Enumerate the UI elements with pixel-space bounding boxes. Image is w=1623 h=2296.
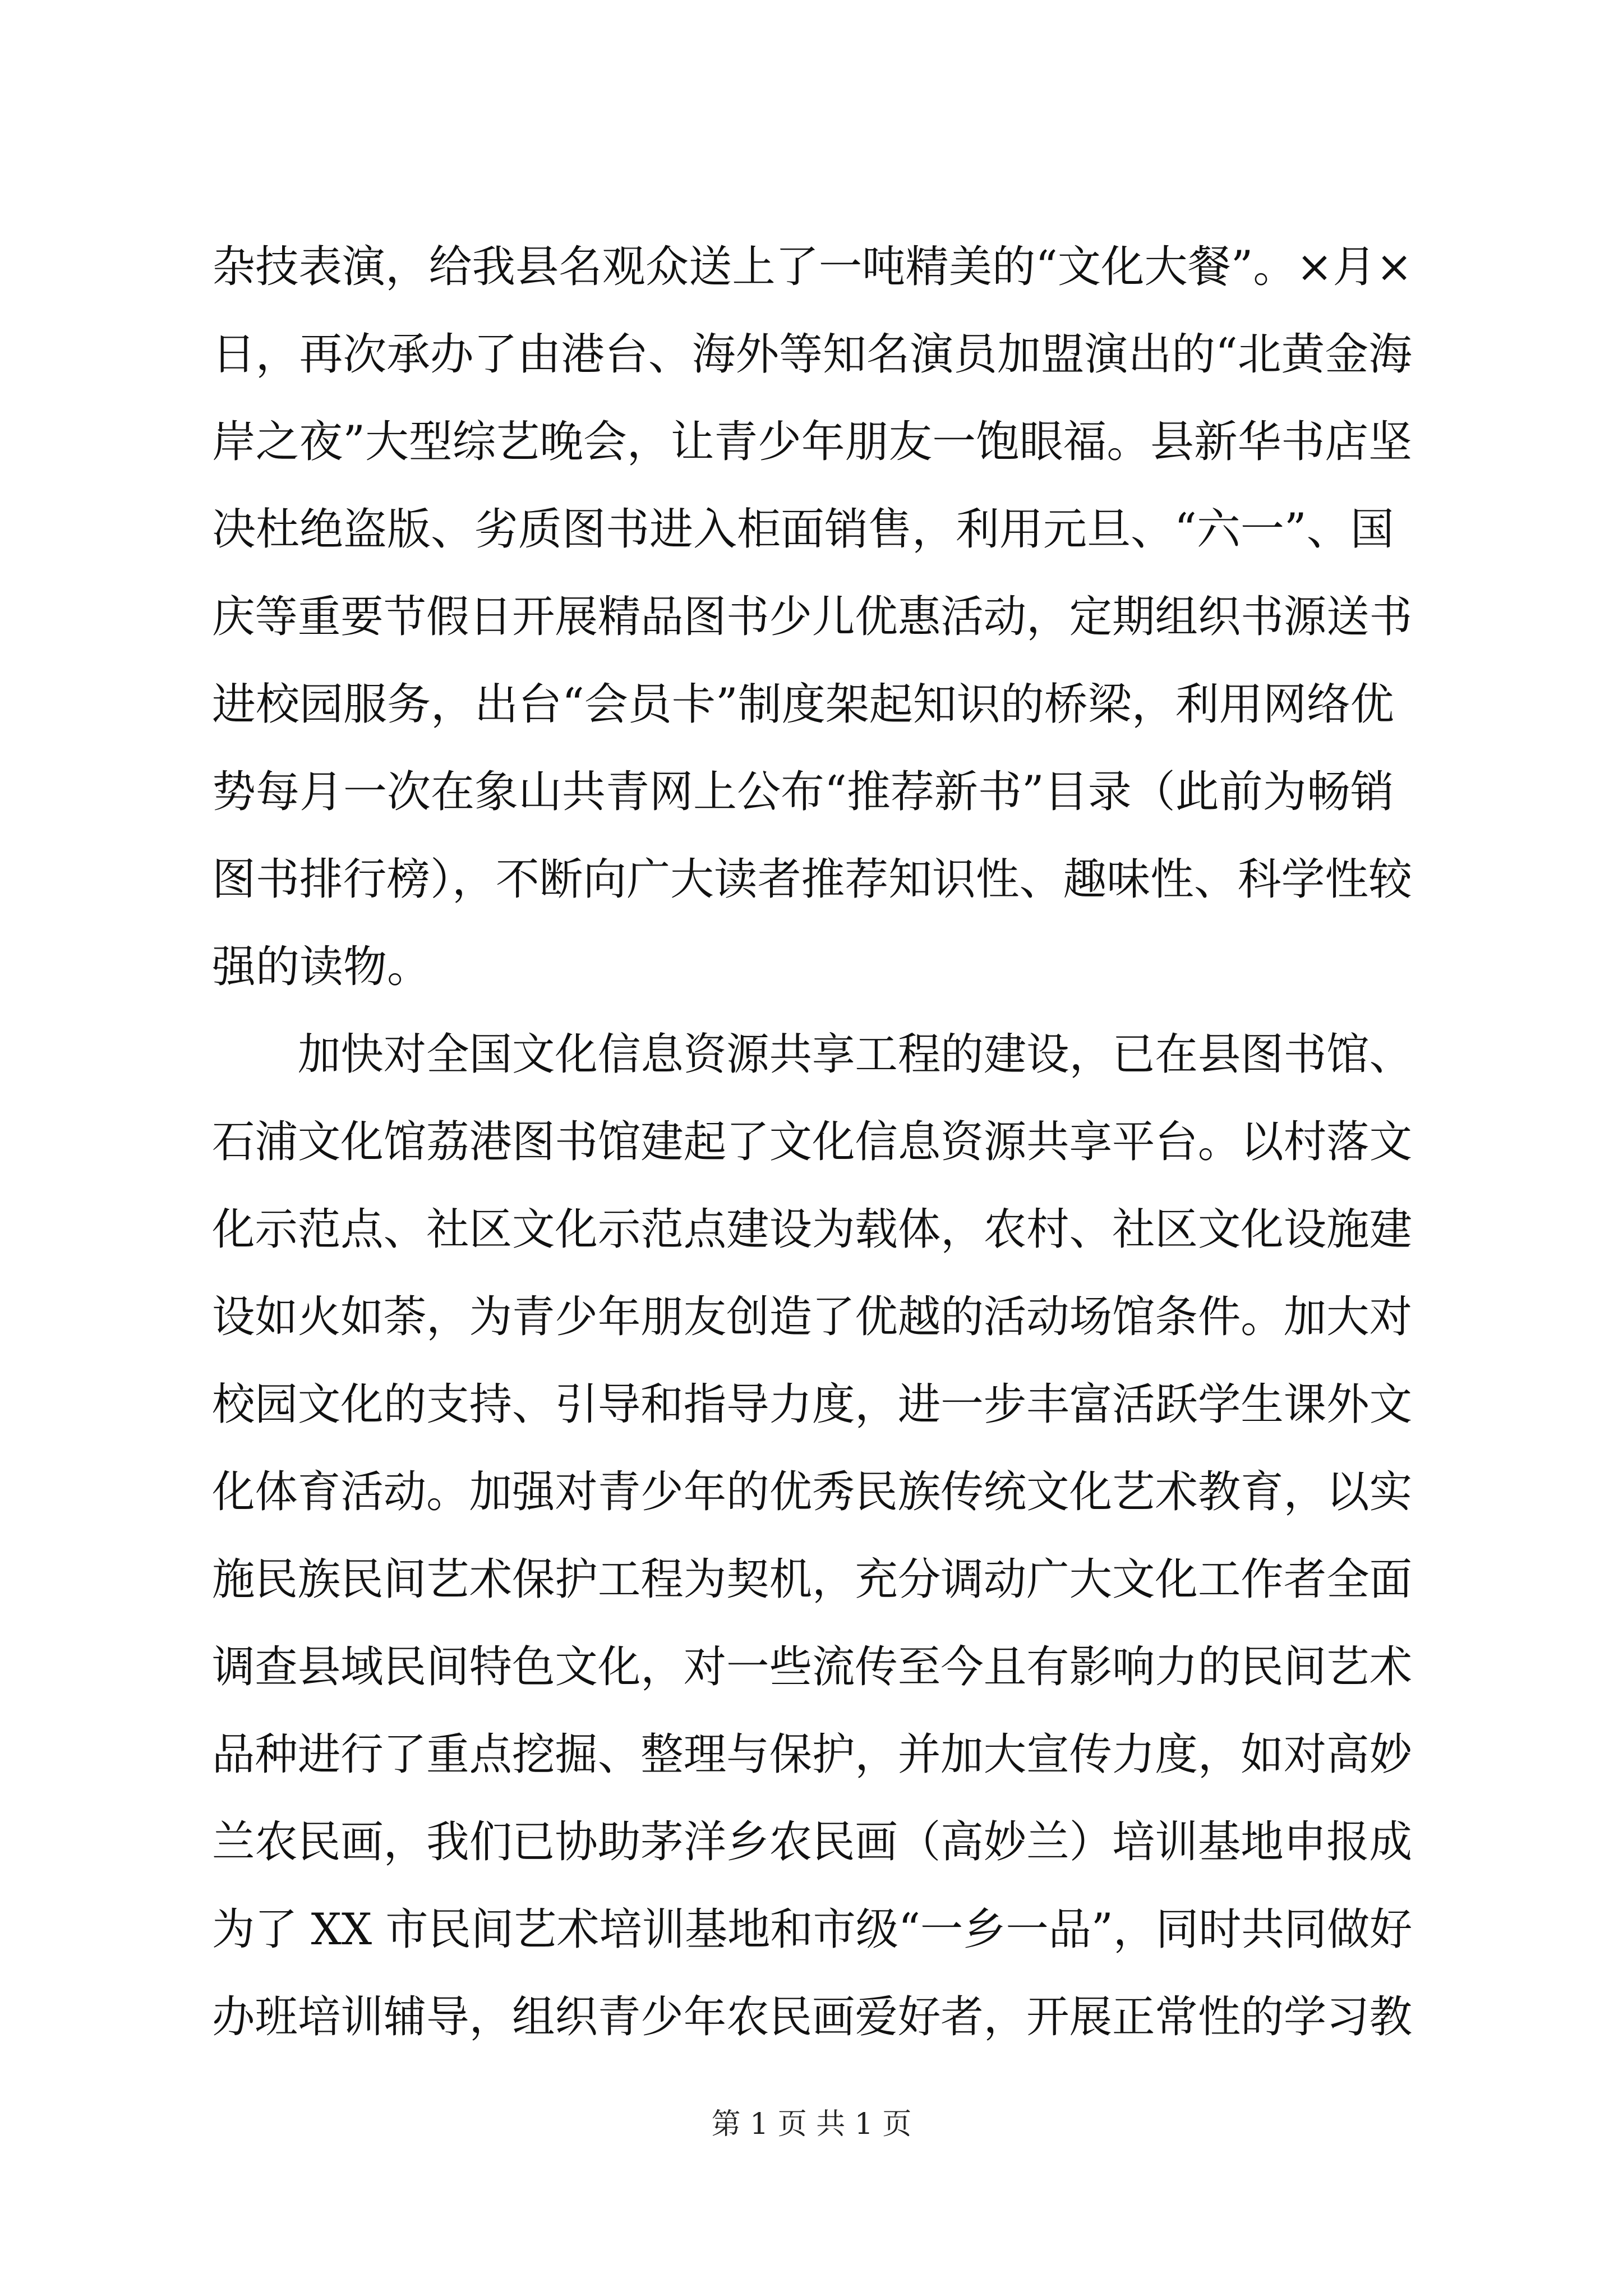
text-line: 图书排行榜），不断向广大读者推荐知识性、趣味性、科学性较 (212, 854, 1413, 905)
text-line: 决杜绝盗版、劣质图书进入柜面销售，利用元旦、“六一”、国 (212, 504, 1394, 555)
text-line: 化示范点、社区文化示范点建设为载体，农村、社区文化设施建 (212, 1204, 1413, 1255)
text-line: 进校园服务，出台“会员卡”制度架起知识的桥梁，利用网络优 (212, 679, 1394, 730)
text-line: 强的读物。 (212, 942, 431, 992)
text-line: 庆等重要节假日开展精品图书少儿优惠活动，定期组织书源送书 (212, 592, 1413, 642)
text-line: 岸之夜”大型综艺晚会，让青少年朋友一饱眼福。县新华书店坚 (212, 417, 1412, 467)
text-line: 调查县域民间特色文化，对一些流传至今且有影响力的民间艺术 (212, 1642, 1413, 1692)
document-body (212, 223, 1412, 2061)
text-line: 校园文化的支持、引导和指导力度，进一步丰富活跃学生课外文 (212, 1379, 1413, 1430)
text-line: 设如火如荼，为青少年朋友创造了优越的活动场馆条件。加大对 (212, 1292, 1413, 1342)
text-line: 为了 XX 市民间艺术培训基地和市级“一乡一品”，同时共同做好 (212, 1904, 1413, 1955)
text-line: 办班培训辅导，组织青少年农民画爱好者，开展正常性的学习教 (212, 1992, 1413, 2042)
text-line: 日，再次承办了由港台、海外等知名演员加盟演出的“北黄金海 (212, 329, 1412, 380)
text-line: 施民族民间艺术保护工程为契机，充分调动广大文化工作者全面 (212, 1554, 1413, 1605)
text-line: 品种进行了重点挖掘、整理与保护，并加大宣传力度，如对高妙 (212, 1729, 1413, 1780)
text-line: 化体育活动。加强对青少年的优秀民族传统文化艺术教育，以实 (212, 1467, 1413, 1517)
page-footer: 第 1 页 共 1 页 (711, 2108, 912, 2141)
text-line: 杂技表演，给我县名观众送上了一吨精美的“文化大餐”。×月× (212, 242, 1413, 292)
text-line: 石浦文化馆荔港图书馆建起了文化信息资源共享平台。以村落文 (212, 1117, 1413, 1167)
text-line: 势每月一次在象山共青网上公布“推荐新书”目录（此前为畅销 (212, 767, 1394, 817)
text-line: 加快对全国文化信息资源共享工程的建设，已在县图书馆、 (212, 1029, 1413, 1080)
text-line: 兰农民画，我们已协助茅洋乡农民画（高妙兰）培训基地申报成 (212, 1817, 1413, 1867)
